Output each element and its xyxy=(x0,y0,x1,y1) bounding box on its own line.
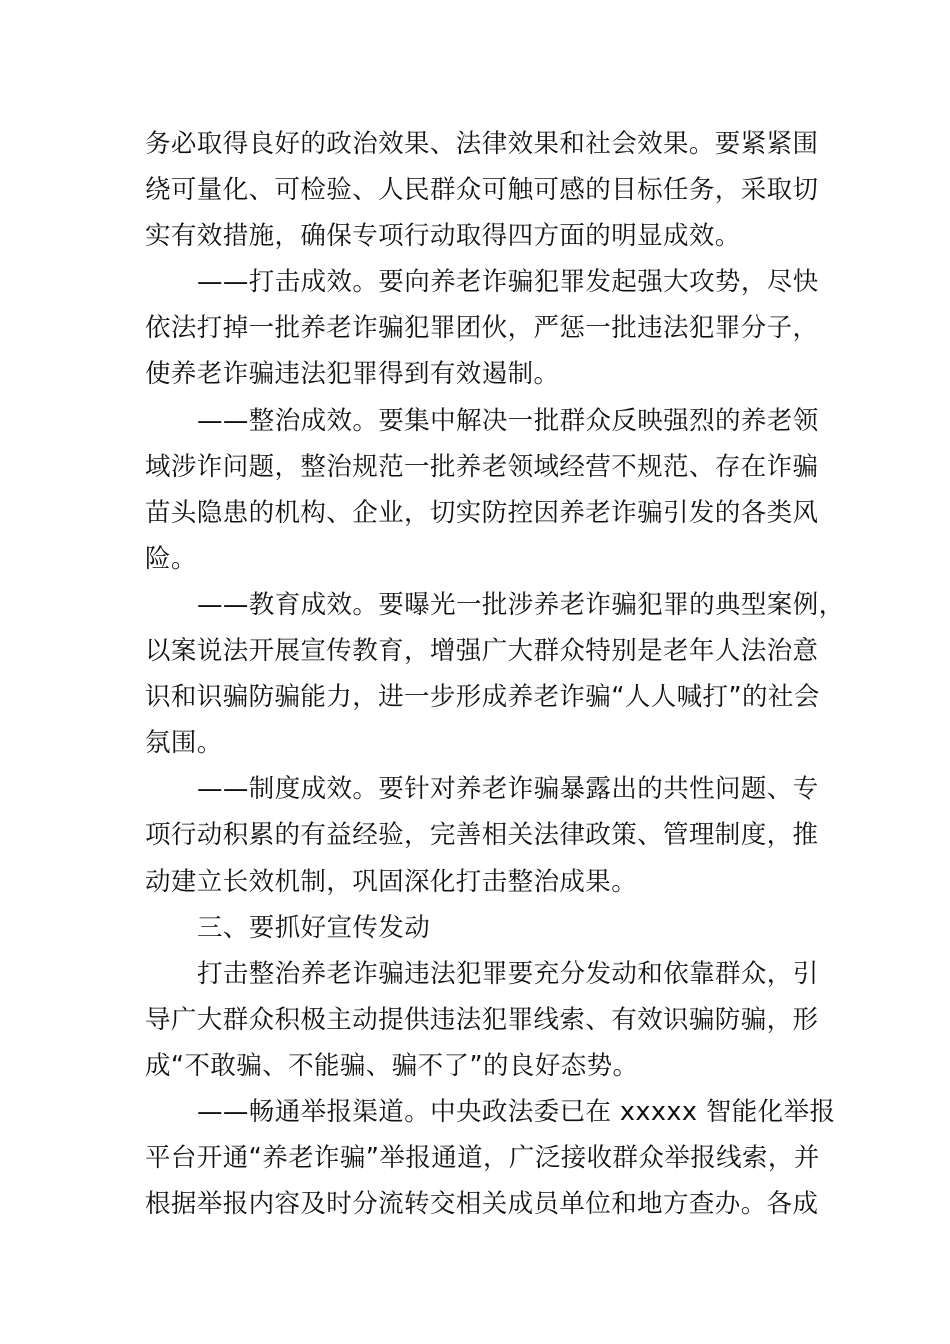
text-line: 以案说法开展宣传教育，增强广大群众特别是老年人法治意 xyxy=(145,636,819,667)
text-line: 氛围。 xyxy=(145,728,223,759)
text-line: 识和识骗防骗能力，进一步形成养老诈骗“人人喊打”的社会 xyxy=(145,682,820,713)
text-line: ——打击成效。要向养老诈骗犯罪发起强大攻势，尽快 xyxy=(197,267,819,298)
text-line: 务必取得良好的政治效果、法律效果和社会效果。要紧紧围 xyxy=(145,129,819,159)
text-line: 打击整治养老诈骗违法犯罪要充分发动和依靠群众，引 xyxy=(197,958,819,989)
text-line: 平台开通“养老诈骗”举报通道，广泛接收群众举报线索，并 xyxy=(145,1143,820,1174)
text-line: ——教育成效。要曝光一批涉养老诈骗犯罪的典型案例， xyxy=(197,589,845,620)
text-line: ——整治成效。要集中解决一批群众反映强烈的养老领 xyxy=(197,405,819,436)
text-line: 使养老诈骗违法犯罪得到有效遏制。 xyxy=(145,359,560,390)
text-line: 苗头隐患的机构、企业，切实防控因养老诈骗引发的各类风 xyxy=(145,497,819,528)
text-line: 动建立长效机制，巩固深化打击整治成果。 xyxy=(145,866,638,897)
text-line: ——制度成效。要针对养老诈骗暴露出的共性问题、专 xyxy=(197,774,819,805)
text-line: 项行动积累的有益经验，完善相关法律政策、管理制度，推 xyxy=(145,820,819,851)
section-heading: 三、要抓好宣传发动 xyxy=(197,912,431,943)
text-line: 依法打掉一批养老诈骗犯罪团伙，严惩一批违法犯罪分子， xyxy=(145,313,819,344)
text-line: 根据举报内容及时分流转交相关成员单位和地方查办。各成 xyxy=(145,1189,819,1220)
text-line: 绕可量化、可检验、人民群众可触可感的目标任务，采取切 xyxy=(145,175,819,206)
document-body xyxy=(145,121,845,1227)
text-line: ——畅通举报渠道。中央政法委已在 xxxxx 智能化举报 xyxy=(197,1096,836,1127)
text-line: 域涉诈问题，整治规范一批养老领域经营不规范、存在诈骗 xyxy=(145,451,819,482)
text-line: 险。 xyxy=(145,543,197,574)
text-line: 实有效措施，确保专项行动取得四方面的明显成效。 xyxy=(145,221,741,252)
text-line: 导广大群众积极主动提供违法犯罪线索、有效识骗防骗，形 xyxy=(145,1004,819,1035)
text-line: 成“不敢骗、不能骗、骗不了”的良好态势。 xyxy=(145,1050,639,1081)
